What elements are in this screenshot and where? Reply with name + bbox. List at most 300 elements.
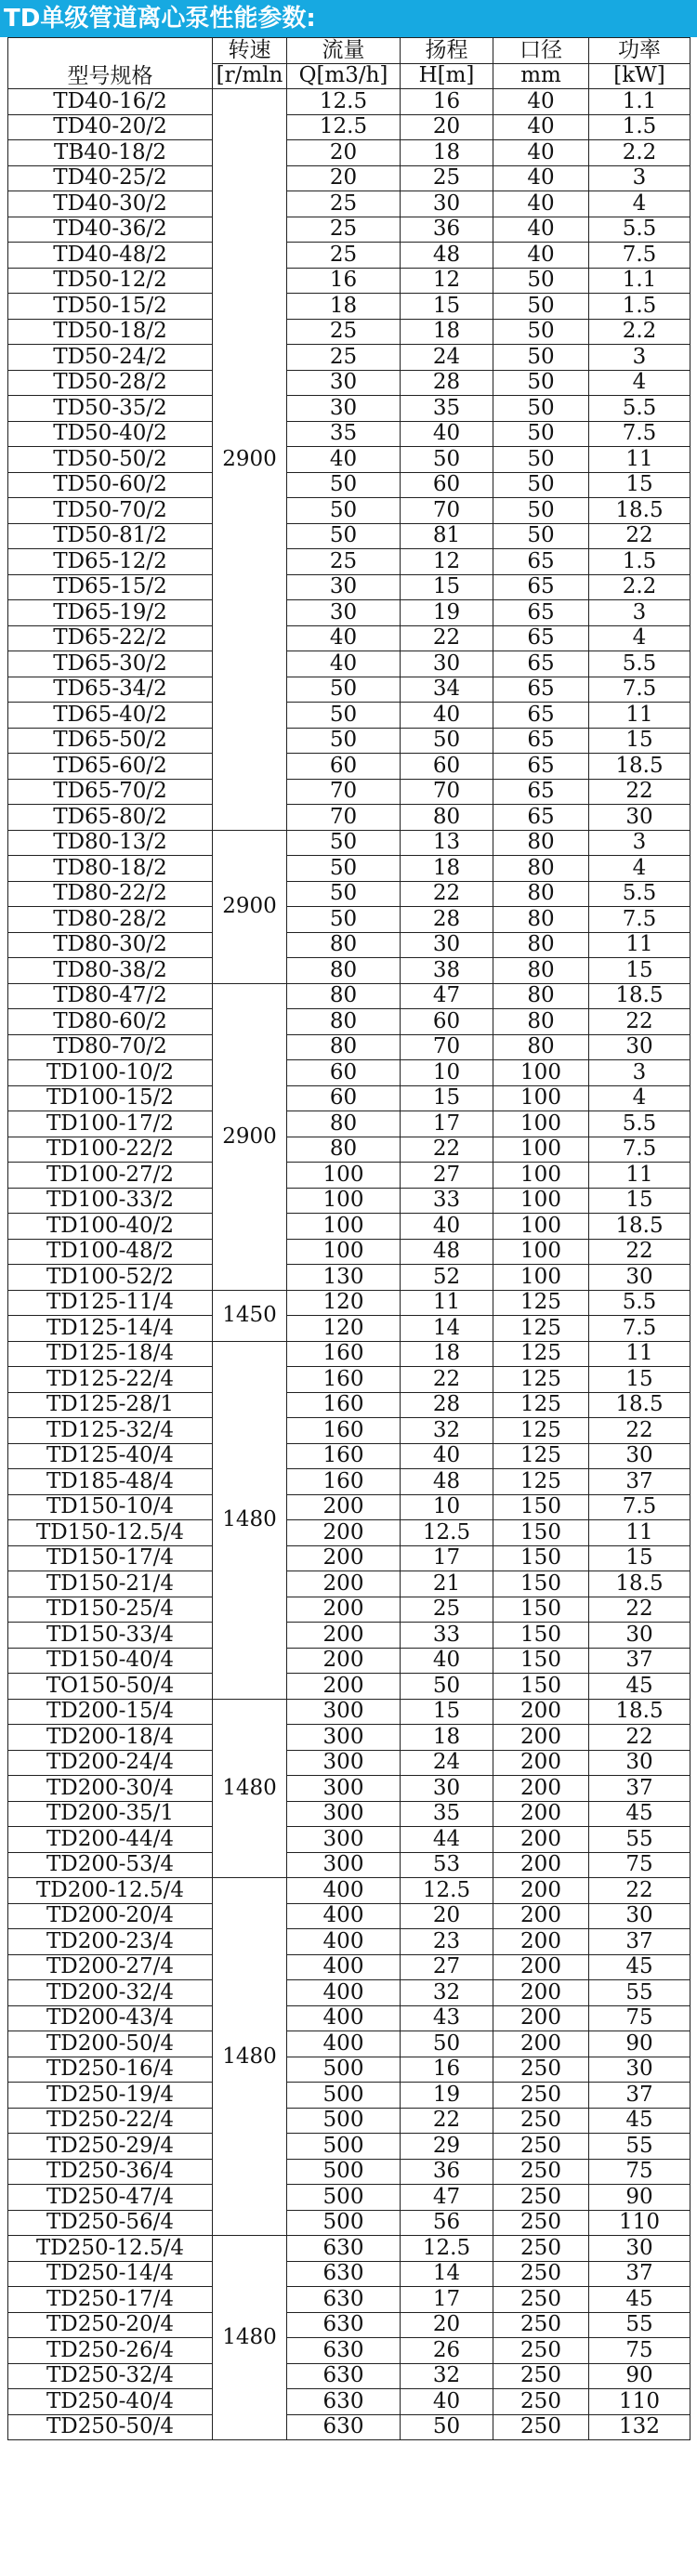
table-row: [8, 1954, 690, 1980]
head-cell: 25: [401, 165, 493, 191]
table-row: [8, 1418, 690, 1444]
head-cell: 40: [401, 1214, 493, 1240]
size-cell: 50: [493, 319, 589, 345]
model-cell: TD125-14/4: [8, 1316, 213, 1342]
flow-cell: 400: [287, 2005, 401, 2031]
flow-cell: 630: [287, 2389, 401, 2415]
head-cell: 40: [401, 1443, 493, 1469]
size-cell: 150: [493, 1494, 589, 1520]
head-cell: 47: [401, 2185, 493, 2211]
size-cell: 80: [493, 1034, 589, 1060]
table-row: [8, 2414, 690, 2440]
head-cell: 18: [401, 1725, 493, 1751]
table-row: [8, 498, 690, 524]
flow-cell: 120: [287, 1316, 401, 1342]
table-row: [8, 1725, 690, 1751]
model-cell: TD50-50/2: [8, 447, 213, 473]
table-row: [8, 907, 690, 933]
head-cell: 20: [401, 2312, 493, 2338]
power-cell: 30: [589, 1903, 690, 1929]
head-cell: 17: [401, 1111, 493, 1137]
model-cell: TD65-19/2: [8, 600, 213, 626]
size-cell: 250: [493, 2312, 589, 2338]
table-row: [8, 1034, 690, 1060]
flow-cell: 300: [287, 1776, 401, 1802]
model-cell: TD200-27/4: [8, 1954, 213, 1980]
size-cell: 150: [493, 1597, 589, 1623]
table-row: [8, 2363, 690, 2389]
table-row: [8, 2338, 690, 2364]
power-cell: 90: [589, 2185, 690, 2211]
model-cell: TD150-17/4: [8, 1545, 213, 1571]
table-row: [8, 2134, 690, 2160]
model-cell: TD50-70/2: [8, 498, 213, 524]
power-cell: 30: [589, 1623, 690, 1649]
head-cell: 22: [401, 1137, 493, 1163]
table-row: [8, 1827, 690, 1853]
flow-cell: 200: [287, 1494, 401, 1520]
table-row: [8, 1341, 690, 1367]
model-cell: TD250-22/4: [8, 2108, 213, 2134]
head-cell: 35: [401, 1801, 493, 1827]
model-cell: TD125-32/4: [8, 1418, 213, 1444]
head-cell: 33: [401, 1188, 493, 1214]
power-cell: 45: [589, 2287, 690, 2313]
model-cell: TD100-22/2: [8, 1137, 213, 1163]
head-cell: 24: [401, 1750, 493, 1776]
power-cell: 3: [589, 830, 690, 856]
head-cell: 44: [401, 1827, 493, 1853]
model-cell: TD40-25/2: [8, 165, 213, 191]
power-cell: 55: [589, 1980, 690, 2006]
size-cell: 150: [493, 1648, 589, 1674]
table-row: [8, 1750, 690, 1776]
size-cell: 125: [493, 1341, 589, 1367]
head-cell: 12.5: [401, 1520, 493, 1546]
power-cell: 55: [589, 2312, 690, 2338]
power-cell: 1.5: [589, 114, 690, 140]
table-row: [8, 1980, 690, 2006]
head-cell: 30: [401, 651, 493, 677]
pump-spec-table: [7, 37, 690, 2440]
size-cell: 100: [493, 1137, 589, 1163]
size-cell: 100: [493, 1214, 589, 1240]
size-cell: 65: [493, 805, 589, 831]
model-cell: TD50-40/2: [8, 421, 213, 447]
flow-cell: 80: [287, 1034, 401, 1060]
flow-cell: 500: [287, 2159, 401, 2185]
size-cell: 100: [493, 1188, 589, 1214]
table-row: [8, 472, 690, 498]
power-cell: 22: [589, 1418, 690, 1444]
head-cell: 30: [401, 1776, 493, 1802]
flow-cell: 500: [287, 2108, 401, 2134]
speed-cell: 1480: [213, 2236, 287, 2440]
speed-cell: 2900: [213, 830, 287, 983]
speed-cell: 2900: [213, 89, 287, 831]
table-row: [8, 881, 690, 907]
flow-cell: 100: [287, 1239, 401, 1265]
head-cell: 18: [401, 319, 493, 345]
power-cell: 37: [589, 2261, 690, 2287]
size-cell: 40: [493, 114, 589, 140]
model-cell: TD100-40/2: [8, 1214, 213, 1240]
model-cell: TD40-30/2: [8, 191, 213, 217]
flow-cell: 50: [287, 703, 401, 729]
size-cell: 200: [493, 1980, 589, 2006]
table-row: [8, 1699, 690, 1725]
table-row: [8, 1214, 690, 1240]
size-cell: 80: [493, 958, 589, 984]
power-cell: 45: [589, 1674, 690, 1700]
head-cell: 17: [401, 1545, 493, 1571]
flow-cell: 30: [287, 574, 401, 600]
power-cell: 30: [589, 2236, 690, 2262]
power-cell: 18.5: [589, 754, 690, 780]
power-cell: 7.5: [589, 421, 690, 447]
head-cell: 20: [401, 114, 493, 140]
table-row: [8, 2236, 690, 2262]
head-cell: 24: [401, 345, 493, 371]
model-header: 型号规格: [8, 38, 213, 89]
flow-cell: 20: [287, 165, 401, 191]
table-row: [8, 549, 690, 575]
table-row: [8, 2005, 690, 2031]
speed-cell: 2900: [213, 983, 287, 1290]
flow-cell: 70: [287, 805, 401, 831]
flow-cell: 25: [287, 319, 401, 345]
table-row: [8, 2287, 690, 2313]
head-cell: 47: [401, 983, 493, 1009]
size-cell: 65: [493, 728, 589, 754]
flow-cell: 25: [287, 217, 401, 243]
size-cell: 50: [493, 370, 589, 396]
head-cell: 40: [401, 1648, 493, 1674]
head-cell: 19: [401, 600, 493, 626]
table-row: [8, 1571, 690, 1597]
head-cell: 28: [401, 1392, 493, 1418]
flow-cell: 300: [287, 1699, 401, 1725]
power-cell: 5.5: [589, 1111, 690, 1137]
flow-cell: 500: [287, 2134, 401, 2160]
table-row: [8, 2261, 690, 2287]
flow-cell: 16: [287, 268, 401, 294]
table-row: [8, 1648, 690, 1674]
table-row: [8, 140, 690, 166]
flow-cell: 100: [287, 1188, 401, 1214]
size-cell: 200: [493, 1699, 589, 1725]
head-cell: 50: [401, 447, 493, 473]
flow-cell: 25: [287, 549, 401, 575]
flow-unit: Q[m3/h]: [287, 63, 401, 89]
power-cell: 3: [589, 1060, 690, 1086]
size-cell: 150: [493, 1520, 589, 1546]
head-cell: 48: [401, 1469, 493, 1495]
size-cell: 125: [493, 1443, 589, 1469]
size-cell: 150: [493, 1545, 589, 1571]
head-cell: 15: [401, 574, 493, 600]
table-row: [8, 1801, 690, 1827]
table-row: [8, 2159, 690, 2185]
flow-cell: 500: [287, 2083, 401, 2109]
size-unit: mm: [493, 63, 589, 89]
size-cell: 80: [493, 983, 589, 1009]
flow-cell: 50: [287, 677, 401, 703]
power-cell: 75: [589, 2005, 690, 2031]
head-cell: 80: [401, 805, 493, 831]
flow-cell: 200: [287, 1571, 401, 1597]
flow-cell: 50: [287, 498, 401, 524]
power-cell: 30: [589, 1265, 690, 1291]
size-cell: 150: [493, 1674, 589, 1700]
power-cell: 55: [589, 2134, 690, 2160]
power-cell: 15: [589, 472, 690, 498]
model-cell: TD150-33/4: [8, 1623, 213, 1649]
flow-cell: 25: [287, 243, 401, 269]
flow-cell: 70: [287, 779, 401, 805]
table-row: [8, 294, 690, 320]
table-row: [8, 370, 690, 396]
head-cell: 35: [401, 396, 493, 422]
head-cell: 40: [401, 2389, 493, 2415]
size-cell: 65: [493, 651, 589, 677]
head-cell: 28: [401, 370, 493, 396]
table-row: [8, 574, 690, 600]
flow-cell: 50: [287, 856, 401, 882]
size-cell: 80: [493, 932, 589, 958]
model-cell: TD80-30/2: [8, 932, 213, 958]
model-cell: TD250-20/4: [8, 2312, 213, 2338]
head-cell: 11: [401, 1290, 493, 1316]
size-cell: 250: [493, 2389, 589, 2415]
power-cell: 1.1: [589, 89, 690, 115]
head-cell: 15: [401, 294, 493, 320]
flow-cell: 30: [287, 370, 401, 396]
power-cell: 22: [589, 1009, 690, 1035]
head-cell: 36: [401, 2159, 493, 2185]
head-cell: 22: [401, 1367, 493, 1393]
size-cell: 200: [493, 1776, 589, 1802]
power-cell: 1.5: [589, 549, 690, 575]
head-cell: 40: [401, 421, 493, 447]
flow-cell: 300: [287, 1801, 401, 1827]
size-cell: 125: [493, 1392, 589, 1418]
model-cell: TD125-40/4: [8, 1443, 213, 1469]
flow-cell: 630: [287, 2312, 401, 2338]
head-cell: 30: [401, 932, 493, 958]
size-cell: 65: [493, 703, 589, 729]
table-row: [8, 165, 690, 191]
power-cell: 4: [589, 191, 690, 217]
table-row: [8, 2312, 690, 2338]
power-header: 功率: [589, 38, 690, 64]
table-row: [8, 191, 690, 217]
head-unit: H[m]: [401, 63, 493, 89]
head-cell: 19: [401, 2083, 493, 2109]
head-cell: 21: [401, 1571, 493, 1597]
power-cell: 45: [589, 1954, 690, 1980]
table-row: [8, 1443, 690, 1469]
table-row: [8, 958, 690, 984]
power-cell: 1.1: [589, 268, 690, 294]
table-row: [8, 1111, 690, 1137]
size-cell: 65: [493, 677, 589, 703]
size-cell: 250: [493, 2287, 589, 2313]
flow-cell: 120: [287, 1290, 401, 1316]
flow-cell: 25: [287, 191, 401, 217]
size-cell: 65: [493, 625, 589, 651]
head-cell: 70: [401, 498, 493, 524]
power-cell: 1.5: [589, 294, 690, 320]
table-row: [8, 1878, 690, 1904]
table-row: [8, 625, 690, 651]
model-cell: TD200-24/4: [8, 1750, 213, 1776]
head-cell: 17: [401, 2287, 493, 2313]
head-cell: 10: [401, 1494, 493, 1520]
head-cell: 16: [401, 89, 493, 115]
speed-cell: 1480: [213, 1699, 287, 1878]
head-cell: 26: [401, 2338, 493, 2364]
size-cell: 125: [493, 1290, 589, 1316]
speed-header: 转速: [213, 38, 287, 64]
flow-cell: 160: [287, 1418, 401, 1444]
table-row: [8, 983, 690, 1009]
power-cell: 11: [589, 1341, 690, 1367]
size-cell: 125: [493, 1469, 589, 1495]
power-cell: 7.5: [589, 677, 690, 703]
size-cell: 100: [493, 1265, 589, 1291]
speed-cell: 1480: [213, 1878, 287, 2236]
model-cell: TD100-33/2: [8, 1188, 213, 1214]
flow-cell: 40: [287, 625, 401, 651]
model-cell: TD150-10/4: [8, 1494, 213, 1520]
model-cell: TD80-28/2: [8, 907, 213, 933]
table-row: [8, 1239, 690, 1265]
model-cell: TD150-21/4: [8, 1571, 213, 1597]
head-cell: 53: [401, 1852, 493, 1878]
flow-cell: 160: [287, 1469, 401, 1495]
model-cell: TD100-52/2: [8, 1265, 213, 1291]
power-cell: 22: [589, 523, 690, 549]
flow-cell: 200: [287, 1545, 401, 1571]
flow-cell: 630: [287, 2338, 401, 2364]
model-cell: TD100-15/2: [8, 1085, 213, 1111]
table-header: [8, 38, 690, 89]
power-cell: 5.5: [589, 396, 690, 422]
size-cell: 100: [493, 1163, 589, 1189]
table-row: [8, 1903, 690, 1929]
power-cell: 90: [589, 2031, 690, 2057]
flow-cell: 25: [287, 345, 401, 371]
speed-unit: [r/mln: [213, 63, 287, 89]
flow-cell: 160: [287, 1341, 401, 1367]
head-cell: 33: [401, 1623, 493, 1649]
size-cell: 250: [493, 2108, 589, 2134]
flow-cell: 60: [287, 1060, 401, 1086]
model-cell: TD250-19/4: [8, 2083, 213, 2109]
size-cell: 40: [493, 89, 589, 115]
size-cell: 50: [493, 421, 589, 447]
size-cell: 200: [493, 1852, 589, 1878]
power-cell: 15: [589, 1367, 690, 1393]
power-unit: [kW]: [589, 63, 690, 89]
power-cell: 2.2: [589, 319, 690, 345]
table-row: [8, 651, 690, 677]
flow-cell: 630: [287, 2414, 401, 2440]
model-cell: TD80-38/2: [8, 958, 213, 984]
head-cell: 15: [401, 1699, 493, 1725]
power-cell: 22: [589, 1239, 690, 1265]
table-row: [8, 2057, 690, 2083]
model-cell: TD50-15/2: [8, 294, 213, 320]
size-cell: 200: [493, 1929, 589, 1955]
flow-cell: 500: [287, 2210, 401, 2236]
model-cell: TD80-60/2: [8, 1009, 213, 1035]
model-cell: TD80-47/2: [8, 983, 213, 1009]
power-cell: 45: [589, 2108, 690, 2134]
model-cell: TD250-47/4: [8, 2185, 213, 2211]
model-cell: TD50-12/2: [8, 268, 213, 294]
table-row: [8, 1674, 690, 1700]
table-row: [8, 1597, 690, 1623]
flow-cell: 500: [287, 2057, 401, 2083]
power-cell: 3: [589, 345, 690, 371]
table-row: [8, 1316, 690, 1342]
table-row: [8, 1137, 690, 1163]
power-cell: 37: [589, 1929, 690, 1955]
power-cell: 7.5: [589, 907, 690, 933]
table-row: [8, 856, 690, 882]
head-cell: 70: [401, 779, 493, 805]
head-cell: 28: [401, 907, 493, 933]
flow-cell: 400: [287, 1878, 401, 1904]
table-row: [8, 1085, 690, 1111]
table-row: [8, 754, 690, 780]
power-cell: 37: [589, 1648, 690, 1674]
head-cell: 27: [401, 1163, 493, 1189]
size-cell: 125: [493, 1367, 589, 1393]
model-cell: TD50-24/2: [8, 345, 213, 371]
head-cell: 50: [401, 2414, 493, 2440]
flow-cell: 40: [287, 651, 401, 677]
flow-cell: 20: [287, 140, 401, 166]
power-cell: 11: [589, 1520, 690, 1546]
head-cell: 32: [401, 2363, 493, 2389]
head-cell: 23: [401, 1929, 493, 1955]
table-row: [8, 2389, 690, 2415]
model-cell: TD250-12.5/4: [8, 2236, 213, 2262]
model-cell: TD150-40/4: [8, 1648, 213, 1674]
power-cell: 7.5: [589, 1316, 690, 1342]
model-cell: TD65-50/2: [8, 728, 213, 754]
head-cell: 12: [401, 549, 493, 575]
head-cell: 22: [401, 881, 493, 907]
flow-cell: 200: [287, 1597, 401, 1623]
model-cell: TD40-36/2: [8, 217, 213, 243]
speed-cell: 1480: [213, 1341, 287, 1699]
table-row: [8, 1545, 690, 1571]
size-cell: 250: [493, 2363, 589, 2389]
table-row: [8, 2210, 690, 2236]
flow-cell: 300: [287, 1827, 401, 1853]
size-cell: 40: [493, 191, 589, 217]
head-cell: 48: [401, 1239, 493, 1265]
model-cell: TD40-20/2: [8, 114, 213, 140]
model-cell: TD250-17/4: [8, 2287, 213, 2313]
table-row: [8, 2185, 690, 2211]
table-row: [8, 243, 690, 269]
flow-cell: 400: [287, 2031, 401, 2057]
